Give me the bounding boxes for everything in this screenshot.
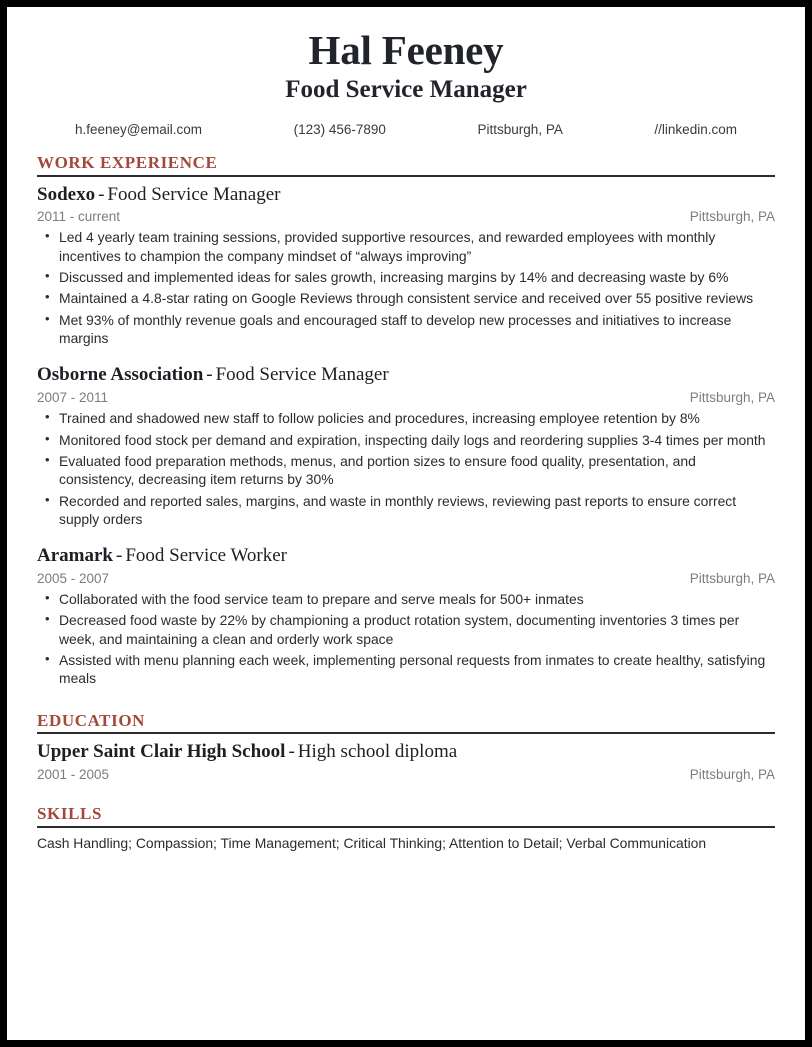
entry-organization: Osborne Association [37,364,204,386]
entry-location: Pittsburgh, PA [689,767,775,783]
resume-header [37,7,775,137]
entry-bullet-list [37,590,775,688]
contact-phone[interactable]: (123) 456-7890 [293,122,386,138]
list-item: • Recorded and reported sales, margins, and waste in monthly reviews, reviewing past reports to ensure correct supply orders [37,492,775,529]
entry-meta-line [37,571,775,586]
list-item: • Maintained a 4.8-star rating on Google Reviews through consistent service and received over 55 positive reviews [37,289,775,307]
entry-location: Pittsburgh, PA [689,571,775,587]
resume-page [7,7,805,1040]
entry-separator: - [115,545,123,567]
skills-list-text: Cash Handling; Compassion; Time Management; Critical Thinking; Attention to Detail; Verbal Communication [37,834,707,851]
contact-linkedin[interactable]: //linkedin.com [654,122,737,138]
entry-title-line [37,184,775,207]
entry-role: Food Service Manager [215,364,389,386]
entry-title-line [37,545,775,568]
entry-meta-line [37,767,775,782]
entry-dates: 2007 - 2011 [37,390,109,406]
list-item: • Trained and shadowed new staff to follow policies and procedures, increasing employee retention by 8% [37,409,775,427]
section-divider [37,732,775,734]
list-item: • Discussed and implemented ideas for sales growth, increasing margins by 14% and decreasing waste by 6% [37,268,775,286]
section-heading-skills: SKILLS [37,804,103,824]
entry-dates: 2005 - 2007 [37,571,110,587]
entry-location: Pittsburgh, PA [689,209,775,225]
candidate-name: Hal Feeney [308,27,504,73]
list-item: • Evaluated food preparation methods, menus, and portion sizes to ensure food quality, presentation, and consistency, decreasing item returns by 30% [37,452,775,489]
section-divider [37,826,775,828]
education-entry-upper-saint-clair [37,741,775,782]
section-skills [37,804,775,852]
entry-role: Food Service Manager [107,183,281,205]
work-entry-aramark [37,545,775,688]
entry-title-line [37,741,775,764]
contact-row [37,122,775,137]
entry-title-line [37,364,775,387]
entry-separator: - [288,741,295,763]
candidate-job-title: Food Service Manager [285,76,527,104]
contact-email[interactable]: h.feeney@email.com [75,122,203,138]
entry-dates: 2001 - 2005 [37,767,110,783]
entry-separator: - [206,364,213,386]
entry-role: High school diploma [297,741,458,763]
section-heading-work-experience: WORK EXPERIENCE [37,153,218,173]
entry-dates: 2011 - current [37,209,121,225]
section-divider [37,175,775,177]
section-heading-education: EDUCATION [37,710,146,730]
list-item: • Led 4 yearly team training sessions, provided supportive resources, and rewarded employees with monthly incentives to champion the company mindset of “always improving” [37,228,775,265]
list-item: • Decreased food waste by 22% by championing a product rotation system, documenting inventories 3 times per week, and maintaining a clean and orderly work space [37,611,775,648]
entry-bullet-list [37,228,775,347]
entry-bullet-list [37,409,775,528]
entry-organization: Sodexo [37,183,96,205]
entry-role: Food Service Worker [125,545,288,567]
entry-meta-line [37,390,775,405]
section-work-experience [37,153,775,688]
entry-organization: Upper Saint Clair High School [37,741,286,763]
list-item: • Assisted with menu planning each week, implementing personal requests from inmates to create healthy, satisfying meals [37,651,775,688]
section-education [37,711,775,782]
list-item: • Met 93% of monthly revenue goals and encouraged staff to develop new processes and initiatives to increase margins [37,311,775,348]
entry-organization: Aramark [37,545,113,567]
work-entry-osborne-association [37,364,775,528]
contact-location: Pittsburgh, PA [477,122,563,138]
work-entry-sodexo [37,184,775,348]
entry-separator: - [98,183,105,205]
list-item: • Collaborated with the food service team to prepare and serve meals for 500+ inmates [37,590,775,608]
list-item: • Monitored food stock per demand and expiration, inspecting daily logs and reordering supplies 3-4 times per month [37,431,775,449]
entry-location: Pittsburgh, PA [689,390,775,406]
entry-meta-line [37,209,775,224]
